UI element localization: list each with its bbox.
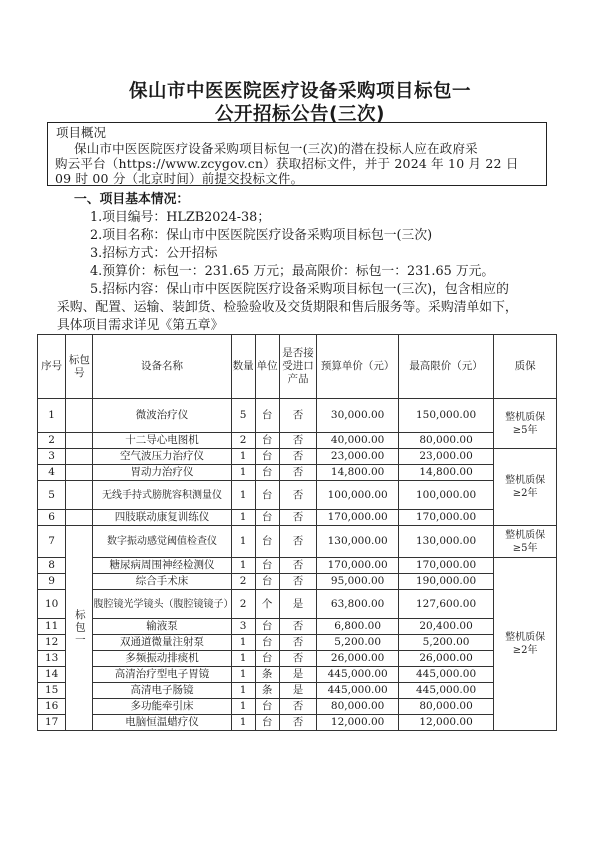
cell-name: 腹腔镜光学镜头（腹腔镜镜子）	[93, 590, 231, 619]
header-qty: 数量	[231, 335, 255, 399]
cell-unit: 台	[255, 635, 279, 651]
cell-import: 否	[279, 481, 317, 510]
cell-unit: 台	[255, 433, 279, 449]
cell-seq: 1	[38, 399, 66, 433]
cell-warranty: 整机质保≥2年	[494, 449, 557, 526]
cell-unit: 台	[255, 526, 279, 558]
cell-seq: 13	[38, 651, 66, 667]
cell-package-empty	[66, 449, 93, 465]
header-unit: 单位	[255, 335, 279, 399]
cell-name: 输液泵	[93, 619, 231, 635]
cell-maxprice: 12,000.00	[398, 715, 493, 731]
item-budget: 4.预算价：标包一：231.65 万元；最高限价：标包一：231.65 万元。	[90, 264, 495, 279]
cell-maxprice: 23,000.00	[398, 449, 493, 465]
cell-import: 否	[279, 619, 317, 635]
cell-package-empty	[66, 399, 93, 433]
cell-budget: 130,000.00	[317, 526, 399, 558]
cell-name: 胃动力治疗仪	[93, 465, 231, 481]
cell-budget: 170,000.00	[317, 558, 399, 574]
cell-seq: 10	[38, 590, 66, 619]
overview-box	[47, 122, 547, 186]
title-line-2: 公开招标公告(三次)	[215, 104, 385, 125]
cell-qty: 1	[231, 667, 255, 683]
cell-budget: 14,800.00	[317, 465, 399, 481]
cell-import: 否	[279, 558, 317, 574]
cell-unit: 台	[255, 510, 279, 526]
cell-warranty: 整机质保≥2年	[494, 558, 557, 731]
cell-import: 是	[279, 667, 317, 683]
table-row	[38, 574, 557, 590]
cell-import: 是	[279, 590, 317, 619]
cell-package-empty	[66, 465, 93, 481]
table-row	[38, 399, 557, 433]
cell-maxprice: 130,000.00	[398, 526, 493, 558]
overview-heading: 项目概况	[56, 125, 107, 140]
cell-qty: 1	[231, 449, 255, 465]
table-row	[38, 481, 557, 510]
cell-package-empty	[66, 433, 93, 449]
cell-unit: 台	[255, 449, 279, 465]
table-row	[38, 465, 557, 481]
cell-budget: 6,800.00	[317, 619, 399, 635]
cell-budget: 170,000.00	[317, 510, 399, 526]
cell-maxprice: 170,000.00	[398, 558, 493, 574]
cell-name: 糖尿病周围神经检测仪	[93, 558, 231, 574]
table-row	[38, 667, 557, 683]
cell-package-empty	[66, 481, 93, 510]
table-row	[38, 619, 557, 635]
cell-package-label: 标包一	[66, 526, 93, 731]
cell-unit: 个	[255, 590, 279, 619]
cell-seq: 6	[38, 510, 66, 526]
cell-name: 综合手术床	[93, 574, 231, 590]
cell-qty: 5	[231, 399, 255, 433]
header-maxprice: 最高限价（元）	[398, 335, 493, 399]
cell-warranty: 整机质保≥5年	[494, 526, 557, 558]
cell-maxprice: 150,000.00	[398, 399, 493, 433]
section-heading: 一、项目基本情况：	[74, 192, 190, 207]
item-project-code: 1.项目编号：HLZB2024-38；	[90, 210, 271, 225]
cell-seq: 11	[38, 619, 66, 635]
cell-unit: 台	[255, 715, 279, 731]
table-row	[38, 651, 557, 667]
header-import: 是否接受进口产品	[279, 335, 317, 399]
cell-qty: 3	[231, 619, 255, 635]
item-bid-method: 3.招标方式：公开招标	[90, 246, 218, 261]
table-row	[38, 433, 557, 449]
cell-seq: 16	[38, 699, 66, 715]
cell-name: 四肢联动康复训练仪	[93, 510, 231, 526]
table-row	[38, 526, 557, 558]
header-budget: 预算单价（元）	[317, 335, 399, 399]
cell-import: 否	[279, 433, 317, 449]
table-row	[38, 635, 557, 651]
cell-budget: 63,800.00	[317, 590, 399, 619]
cell-import: 否	[279, 449, 317, 465]
cell-qty: 2	[231, 590, 255, 619]
cell-budget: 23,000.00	[317, 449, 399, 465]
cell-name: 数字振动感觉阈值检查仪	[93, 526, 231, 558]
cell-budget: 95,000.00	[317, 574, 399, 590]
cell-budget: 5,200.00	[317, 635, 399, 651]
cell-maxprice: 100,000.00	[398, 481, 493, 510]
overview-line-2: 购云平台（https://www.zcygov.cn）获取招标文件，并于 2024 年 10 月 22 日	[55, 156, 519, 171]
cell-import: 否	[279, 465, 317, 481]
cell-maxprice: 190,000.00	[398, 574, 493, 590]
cell-package-empty	[66, 510, 93, 526]
cell-import: 否	[279, 699, 317, 715]
cell-unit: 台	[255, 699, 279, 715]
cell-unit: 台	[255, 399, 279, 433]
overview-line-3: 09 时 00 分（北京时间）前提交投标文件。	[55, 171, 304, 186]
cell-maxprice: 127,600.00	[398, 590, 493, 619]
procurement-table	[37, 334, 557, 731]
cell-warranty: 整机质保≥5年	[494, 399, 557, 449]
table-header-row	[38, 335, 557, 399]
cell-qty: 1	[231, 465, 255, 481]
cell-import: 否	[279, 574, 317, 590]
cell-name: 十二导心电图机	[93, 433, 231, 449]
cell-qty: 1	[231, 683, 255, 699]
cell-qty: 1	[231, 635, 255, 651]
cell-import: 否	[279, 526, 317, 558]
table-row	[38, 590, 557, 619]
cell-unit: 台	[255, 465, 279, 481]
cell-maxprice: 20,400.00	[398, 619, 493, 635]
cell-name: 空气波压力治疗仪	[93, 449, 231, 465]
cell-import: 否	[279, 399, 317, 433]
cell-seq: 2	[38, 433, 66, 449]
item-content-line-3: 具体项目需求详见《第五章》	[57, 318, 224, 333]
table-row	[38, 510, 557, 526]
table-row	[38, 699, 557, 715]
cell-maxprice: 80,000.00	[398, 433, 493, 449]
cell-seq: 9	[38, 574, 66, 590]
header-name: 设备名称	[93, 335, 231, 399]
cell-unit: 条	[255, 667, 279, 683]
item-content-line-1: 5.招标内容：保山市中医医院医疗设备采购项目标包一(三次)，包含相应的	[90, 282, 509, 297]
cell-seq: 5	[38, 481, 66, 510]
cell-qty: 1	[231, 699, 255, 715]
cell-qty: 1	[231, 651, 255, 667]
cell-budget: 12,000.00	[317, 715, 399, 731]
cell-seq: 7	[38, 526, 66, 558]
cell-name: 双通道微量注射泵	[93, 635, 231, 651]
cell-maxprice: 445,000.00	[398, 683, 493, 699]
cell-seq: 8	[38, 558, 66, 574]
header-warranty: 质保	[494, 335, 557, 399]
cell-unit: 台	[255, 651, 279, 667]
cell-maxprice: 5,200.00	[398, 635, 493, 651]
item-content-line-2: 采购、配置、运输、装卸货、检验验收及交货期限和售后服务等。采购清单如下，	[57, 300, 518, 315]
cell-budget: 445,000.00	[317, 683, 399, 699]
cell-name: 高清电子肠镜	[93, 683, 231, 699]
cell-import: 否	[279, 651, 317, 667]
cell-qty: 1	[231, 715, 255, 731]
item-project-name: 2.项目名称：保山市中医医院医疗设备采购项目标包一(三次)	[90, 228, 433, 243]
cell-unit: 台	[255, 481, 279, 510]
table-row	[38, 558, 557, 574]
cell-qty: 2	[231, 574, 255, 590]
table-row	[38, 449, 557, 465]
cell-name: 高清治疗型电子胃镜	[93, 667, 231, 683]
cell-seq: 14	[38, 667, 66, 683]
cell-import: 否	[279, 510, 317, 526]
cell-seq: 15	[38, 683, 66, 699]
cell-name: 多频振动排痰机	[93, 651, 231, 667]
cell-qty: 1	[231, 510, 255, 526]
cell-name: 多功能牵引床	[93, 699, 231, 715]
cell-name: 无线手持式膀胱容积测量仪	[93, 481, 231, 510]
cell-budget: 445,000.00	[317, 667, 399, 683]
cell-budget: 26,000.00	[317, 651, 399, 667]
cell-seq: 4	[38, 465, 66, 481]
cell-qty: 1	[231, 526, 255, 558]
cell-import: 否	[279, 715, 317, 731]
cell-import: 是	[279, 683, 317, 699]
cell-maxprice: 14,800.00	[398, 465, 493, 481]
cell-unit: 台	[255, 574, 279, 590]
cell-budget: 100,000.00	[317, 481, 399, 510]
cell-qty: 1	[231, 481, 255, 510]
cell-seq: 3	[38, 449, 66, 465]
cell-seq: 17	[38, 715, 66, 731]
cell-maxprice: 80,000.00	[398, 699, 493, 715]
cell-seq: 12	[38, 635, 66, 651]
cell-unit: 条	[255, 683, 279, 699]
cell-budget: 80,000.00	[317, 699, 399, 715]
cell-qty: 1	[231, 558, 255, 574]
title-line-1: 保山市中医医院医疗设备采购项目标包一	[128, 81, 471, 102]
table-row	[38, 715, 557, 731]
cell-qty: 2	[231, 433, 255, 449]
cell-budget: 30,000.00	[317, 399, 399, 433]
cell-unit: 台	[255, 619, 279, 635]
cell-maxprice: 170,000.00	[398, 510, 493, 526]
cell-budget: 40,000.00	[317, 433, 399, 449]
table-row	[38, 683, 557, 699]
cell-name: 微波治疗仪	[93, 399, 231, 433]
overview-line-1: 保山市中医医院医疗设备采购项目标包一(三次)的潜在投标人应在政府采	[74, 141, 478, 156]
cell-maxprice: 445,000.00	[398, 667, 493, 683]
cell-maxprice: 26,000.00	[398, 651, 493, 667]
header-seq: 序号	[38, 335, 66, 399]
cell-unit: 台	[255, 558, 279, 574]
cell-import: 否	[279, 635, 317, 651]
cell-name: 电脑恒温蜡疗仪	[93, 715, 231, 731]
header-package: 标包号	[66, 335, 93, 399]
